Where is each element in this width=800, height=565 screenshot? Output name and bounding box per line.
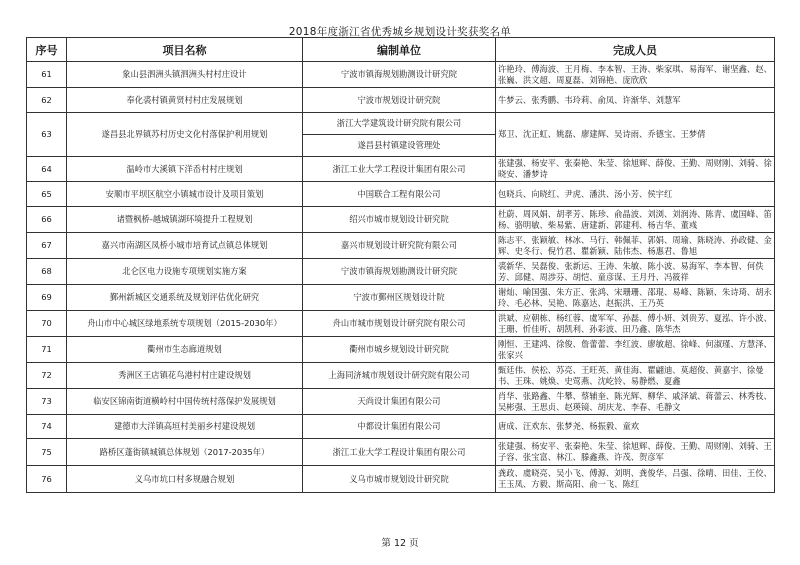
table-row: [27, 311, 775, 337]
unit-name: 浙江大学建筑设计研究院有限公司: [303, 113, 496, 135]
row-no: 71: [27, 337, 67, 363]
table-row: [27, 415, 775, 439]
people-list: 刚恒、王建鸿、徐俊、詹蕾蕾、李红波、廖敏超、徐峰、何淑瑾、方慧泽、张家兴: [496, 337, 775, 363]
unit-name: 宁波市镇海规划勘测设计研究院: [303, 62, 496, 88]
row-no: 63: [27, 113, 67, 157]
people-list: 杜蔚、周风娟、胡孝芳、陈珍、俞晶波、刘浏、刘润涛、陈青、虞国峰、笛杨、骆明敏、柴易紫、唐建新、郭建利、杨吉华、董彧: [496, 207, 775, 233]
table-row: [27, 113, 775, 135]
project-name: 路桥区蓬街镇城镇总体规划（2017-2035年）: [67, 439, 303, 466]
unit-name: 天尚设计集团有限公司: [303, 389, 496, 415]
project-name: 嘉兴市南湖区凤桥小城市培育试点镇总体规划: [67, 233, 303, 259]
unit-name: 中都设计集团有限公司: [303, 415, 496, 439]
project-name: 衢州市生态廊道规划: [67, 337, 303, 363]
unit-name: 嘉兴市规划设计研究院有限公司: [303, 233, 496, 259]
row-no: 65: [27, 182, 67, 207]
unit-name: 衢州市城乡规划设计研究院: [303, 337, 496, 363]
table-row: [27, 207, 775, 233]
project-name: 舟山市中心城区绿地系统专项规划（2015-2030年）: [67, 311, 303, 337]
unit-name: 上海同济城市规划设计研究院有限公司: [303, 363, 496, 389]
project-name: 诸暨枫桥-越城镇湖环境提升工程规划: [67, 207, 303, 233]
people-list: 牛梦云、张秀鹏、韦玲莉、俞凤、许渐华、刘慧军: [496, 88, 775, 113]
table-header-row: [27, 38, 775, 62]
table-row: [27, 466, 775, 493]
header-no: 序号: [27, 38, 67, 62]
row-no: 73: [27, 389, 67, 415]
header-unit: 编制单位: [303, 38, 496, 62]
people-list: 甄廷伟、侯松、苏亮、王旺英、黄佳海、瞿翩迪、莫超俊、黄嘉宇、徐曼书、王珠、姚焕、史莺燕、沈屹铃、易静燃、夏鑫: [496, 363, 775, 389]
page-number: 第 12 页: [381, 538, 419, 549]
row-no: 62: [27, 88, 67, 113]
table-row: [27, 285, 775, 311]
project-name: 奉化裘村镇黄贤村村庄发展规划: [67, 88, 303, 113]
people-list: 包晓兵、向晓红、尹虎、潘洪、汤小芳、侯宇红: [496, 182, 775, 207]
row-no: 66: [27, 207, 67, 233]
row-no: 68: [27, 259, 67, 285]
row-no: 61: [27, 62, 67, 88]
table-row: [27, 233, 775, 259]
project-name: 北仑区电力设施专项规划实施方案: [67, 259, 303, 285]
row-no: 75: [27, 439, 67, 466]
unit-name: 义乌市城市规划设计研究院: [303, 466, 496, 493]
unit-name: 中国联合工程有限公司: [303, 182, 496, 207]
table-row: [27, 259, 775, 285]
people-list: 许艳玲、傅海波、王月梅、李本智、王涛、柴家琪、易海军、谢坚鑫、赵、张巍、洪文超、周夏磊、刘锦艳、庞欣欣: [496, 62, 775, 88]
people-list: 张建强、杨安平、张秦艳、朱莹、徐旭辉、薛俊、王勤、周财刚、刘骑、王子容、张宝富、林江、滕鑫燕、许茂、贺彦军: [496, 439, 775, 466]
table-row: [27, 389, 775, 415]
project-name: 鄞州新城区交通系统及规划评估优化研究: [67, 285, 303, 311]
unit-name: 浙江工业大学工程设计集团有限公司: [303, 157, 496, 182]
people-list: 张建强、杨安平、张秦艳、朱莹、徐旭辉、薛俊、王勤、周财刚、刘骑、徐晓安、潘梦诗: [496, 157, 775, 182]
project-name: 遂昌县北界镇苏村历史文化村落保护利用规划: [67, 113, 303, 157]
people-list: 郑卫、沈正虹、姚磊、廖建辉、吴诗雨、乔德宝、王梦倩: [496, 113, 775, 157]
table-row: [27, 363, 775, 389]
document-title: 2018年度浙江省优秀城乡规划设计奖获奖名单: [288, 26, 512, 38]
project-name: 安顺市平坝区航空小镇城市设计及项目策划: [67, 182, 303, 207]
row-no: 69: [27, 285, 67, 311]
project-name: 秀洲区王店镇花鸟港村村庄建设规划: [67, 363, 303, 389]
unit-name: 浙江工业大学工程设计集团有限公司: [303, 439, 496, 466]
unit-name: 宁波市鄞州区规划设计院: [303, 285, 496, 311]
row-no: 64: [27, 157, 67, 182]
table-row: [27, 62, 775, 88]
table-row: [27, 88, 775, 113]
people-list: 洪斌、应朝栋、杨红蓉、虞军军、孙磊、傅小妍、刘贵芳、夏泓、许小波、王珊、忻佳听、胡凯利、孙彩波、田乃鑫、陈华杰: [496, 311, 775, 337]
people-list: 肖华、张路鑫、牛攀、蔡辅奎、陈光辉、柳华、戚泽斌、蒋蕾云、林秀枝、吴彬强、王思贞、赵瑛镜、胡庆龙、李春、毛静文: [496, 389, 775, 415]
people-list: 裘新华、吴磊俊、张新运、王涛、朱敏、陈小波、易海军、李本智、何佚芳、邱健、周涉芬、胡恺、童彦谋、王月丹、冯筱祥: [496, 259, 775, 285]
unit-name: 舟山市城市规划设计研究院有限公司: [303, 311, 496, 337]
project-name: 义乌市坑口村多规融合规划: [67, 466, 303, 493]
unit-name-secondary: 遂昌县村镇建设管理处: [303, 135, 496, 157]
row-no: 72: [27, 363, 67, 389]
table-row: [27, 337, 775, 363]
header-people: 完成人员: [496, 38, 775, 62]
table-row: [27, 439, 775, 466]
row-no: 70: [27, 311, 67, 337]
header-project-name: 项目名称: [67, 38, 303, 62]
table-row: [27, 157, 775, 182]
people-list: 谢灿、喻国强、朱方正、张鸿、宋珊珊、邵琨、易峰、陈颖、朱诗琦、胡永玲、毛必林、吴艳、陈嘉达、赵振洪、王乃英: [496, 285, 775, 311]
unit-name: 绍兴市城市规划设计研究院: [303, 207, 496, 233]
project-name: 象山县泗洲头镇泗洲头村村庄设计: [67, 62, 303, 88]
unit-name: 宁波市规划设计研究院: [303, 88, 496, 113]
award-table: [26, 37, 775, 493]
people-list: 龚政、虞晓亮、吴小飞、傅源、刘明、龚俊华、吕强、徐晴、田佳、王佼、王玉凤、方毅、斯高阳、俞一飞、陈红: [496, 466, 775, 493]
row-no: 67: [27, 233, 67, 259]
people-list: 陈志平、张颖敏、林冰、马行、韩佩菲、郭娟、周瑜、陈晓涛、孙政健、金辉、史冬行、倪竹君、瞿新颖、陆伟杰、杨惠君、鲁旭: [496, 233, 775, 259]
people-list: 唐成、汪欢东、张梦尧、杨振毅、童欢: [496, 415, 775, 439]
row-no: 76: [27, 466, 67, 493]
project-name: 建德市大洋镇高垣村美丽乡村建设规划: [67, 415, 303, 439]
unit-name: 宁波市镇海规划勘测设计研究院: [303, 259, 496, 285]
project-name: 临安区锦南街道横岭村中国传统村落保护发展规划: [67, 389, 303, 415]
project-name: 温岭市大溪镇下洋岙村村庄规划: [67, 157, 303, 182]
table-row: [27, 182, 775, 207]
row-no: 74: [27, 415, 67, 439]
